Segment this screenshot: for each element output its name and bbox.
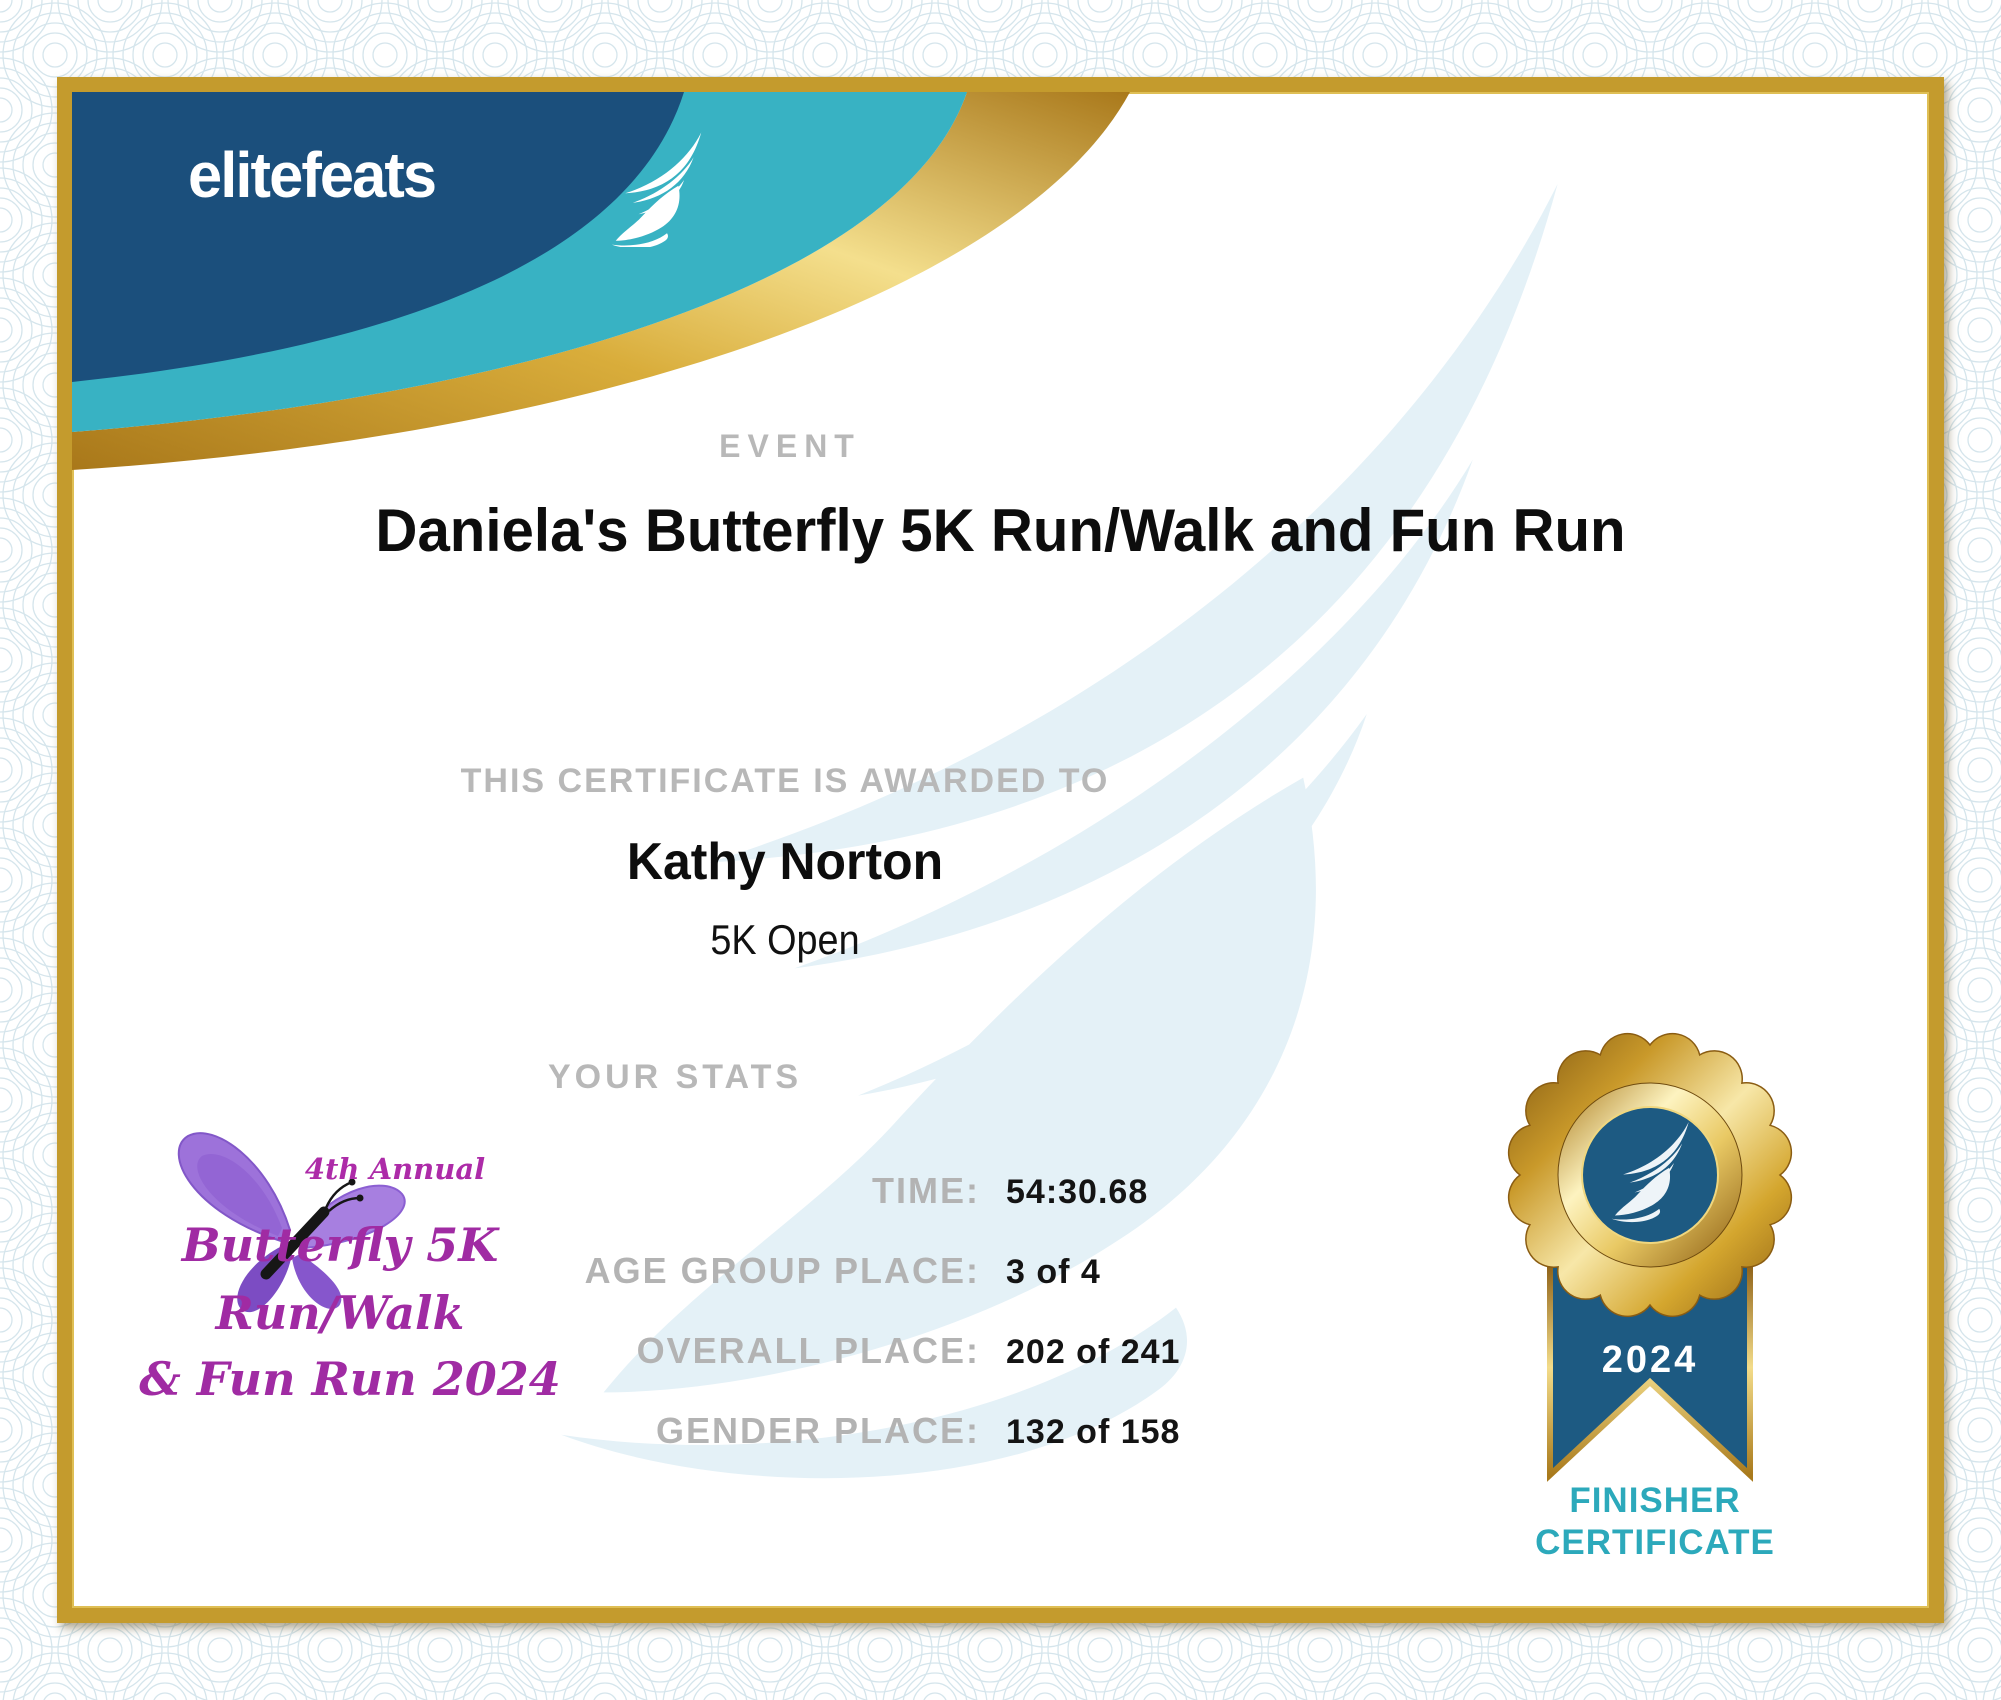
stat-value: 132 of 158 [1006, 1413, 1181, 1451]
stat-label: OVERALL PLACE: [636, 1330, 980, 1371]
elitefeats-winged-foot-icon [610, 132, 705, 247]
stats-heading: YOUR STATS [547, 1058, 803, 1096]
awarded-label: THIS CERTIFICATE IS AWARDED TO [460, 762, 1110, 800]
stat-label: AGE GROUP PLACE: [584, 1250, 980, 1291]
ribbon-year: 2024 [1601, 1339, 1699, 1381]
elitefeats-logo-text: elitefeats [188, 139, 436, 211]
stat-label: GENDER PLACE: [655, 1410, 980, 1451]
event-logo-line-1: Butterfly 5K [181, 1218, 499, 1272]
event-logo-annual: 4th Annual [304, 1152, 486, 1186]
stat-label: TIME: [872, 1170, 980, 1211]
division-label: 5K Open [710, 916, 860, 963]
event-logo-line-2: Run/Walk [215, 1286, 465, 1340]
finisher-caption [1470, 1480, 1840, 1564]
stat-value: 202 of 241 [1006, 1333, 1181, 1371]
event-label: EVENT [719, 428, 861, 464]
event-title: Daniela's Butterfly 5K Run/Walk and Fun Run [375, 497, 1626, 564]
stat-value: 54:30.68 [1006, 1173, 1149, 1211]
event-logo-line-3: & Fun Run 2024 [139, 1352, 561, 1406]
stat-row-gender-place [300, 1410, 1550, 1450]
stat-value: 3 of 4 [1006, 1253, 1101, 1291]
finisher-caption-line2: CERTIFICATE [1535, 1523, 1775, 1562]
recipient-name: Kathy Norton [626, 833, 944, 891]
finisher-caption-line1: FINISHER [1569, 1481, 1741, 1520]
